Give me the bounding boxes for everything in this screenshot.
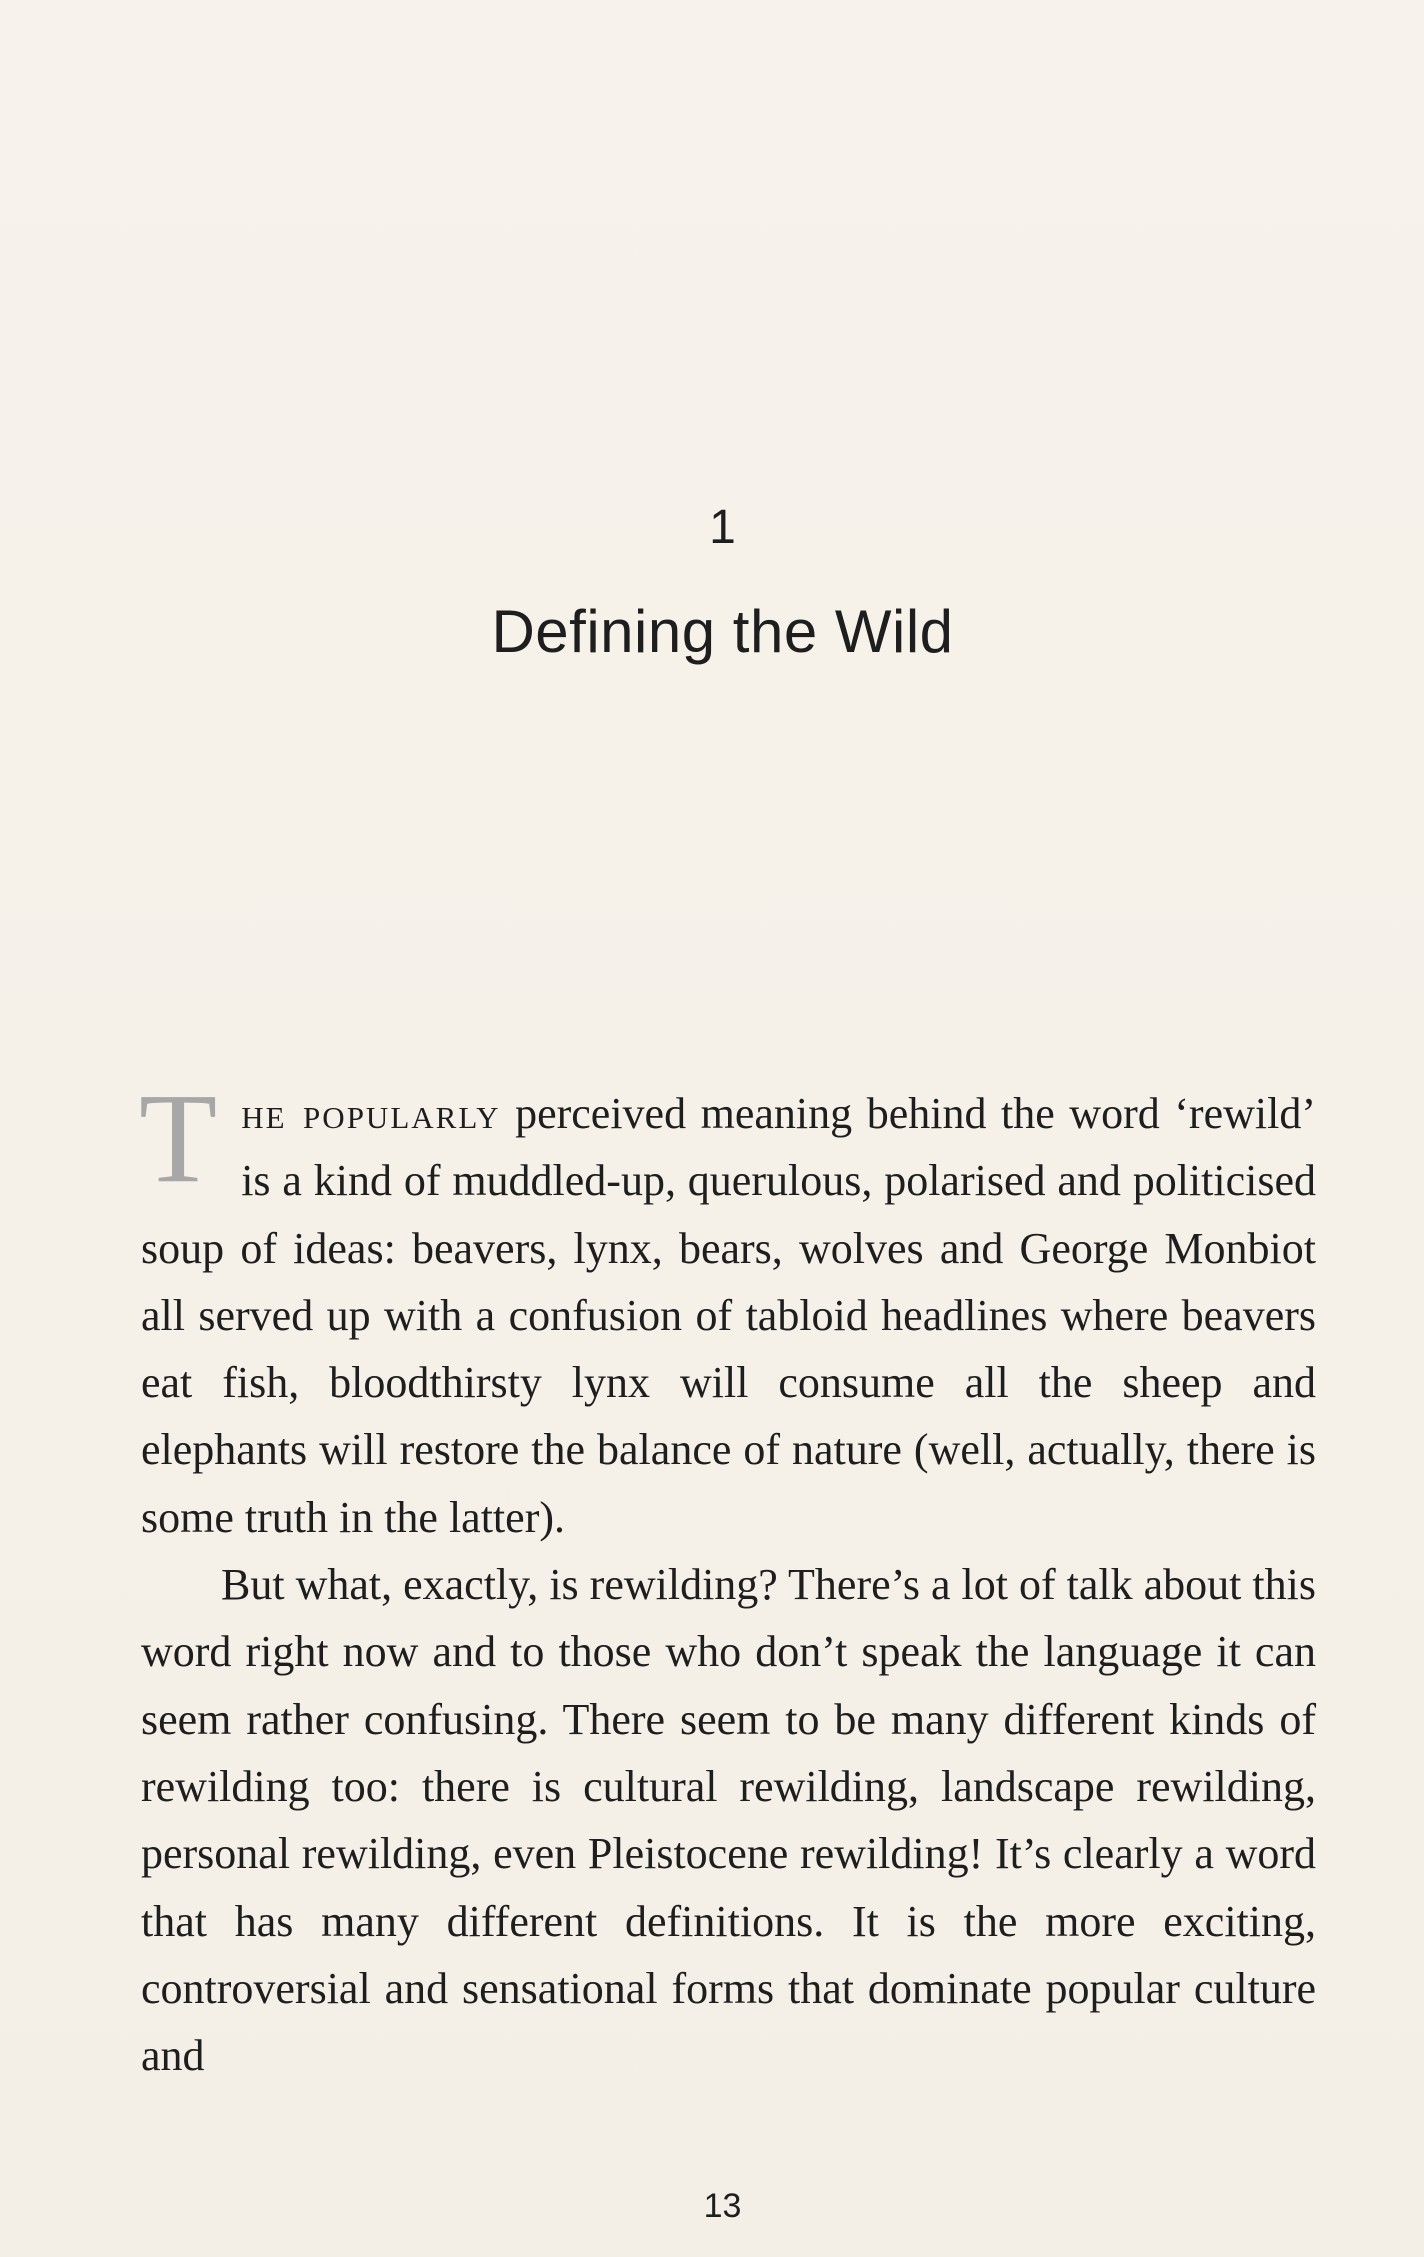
chapter-number: 1 <box>709 501 736 554</box>
chapter-body <box>139 1067 1316 2089</box>
paragraph-2: But what, exactly, is rewilding? There’s a lot of talk about this word right now and to those who don’t speak the language it can seem rather confusing. There seem to be many different kinds of rewilding too: there is cultural rewilding, landscape rewilding, personal rewilding, even Pleistocene rewilding! It’s clearly a word that has many different definitions. It is the more exciting, controversial and sensational forms that dominate popular culture and <box>141 1560 1316 2081</box>
page-number: 13 <box>703 2187 742 2225</box>
paragraph-1-text: perceived meaning behind the word ‘rewild’ is a kind of muddled-up, querulous, polarised and politicised soup of ideas: beavers, lynx, bears, wolves and George Monbiot all served up with a confusion of tabloid headlines where beavers eat fish, bloodthirsty lynx will consume all the sheep and elephants will restore the balance of nature (well, actually, there is some truth in the latter). <box>141 1089 1316 1542</box>
paragraph-1 <box>139 1067 1316 1551</box>
chapter-title: Defining the Wild <box>491 598 954 665</box>
small-caps-lead: he popularly <box>241 1089 501 1138</box>
drop-cap: T <box>139 1067 218 1209</box>
